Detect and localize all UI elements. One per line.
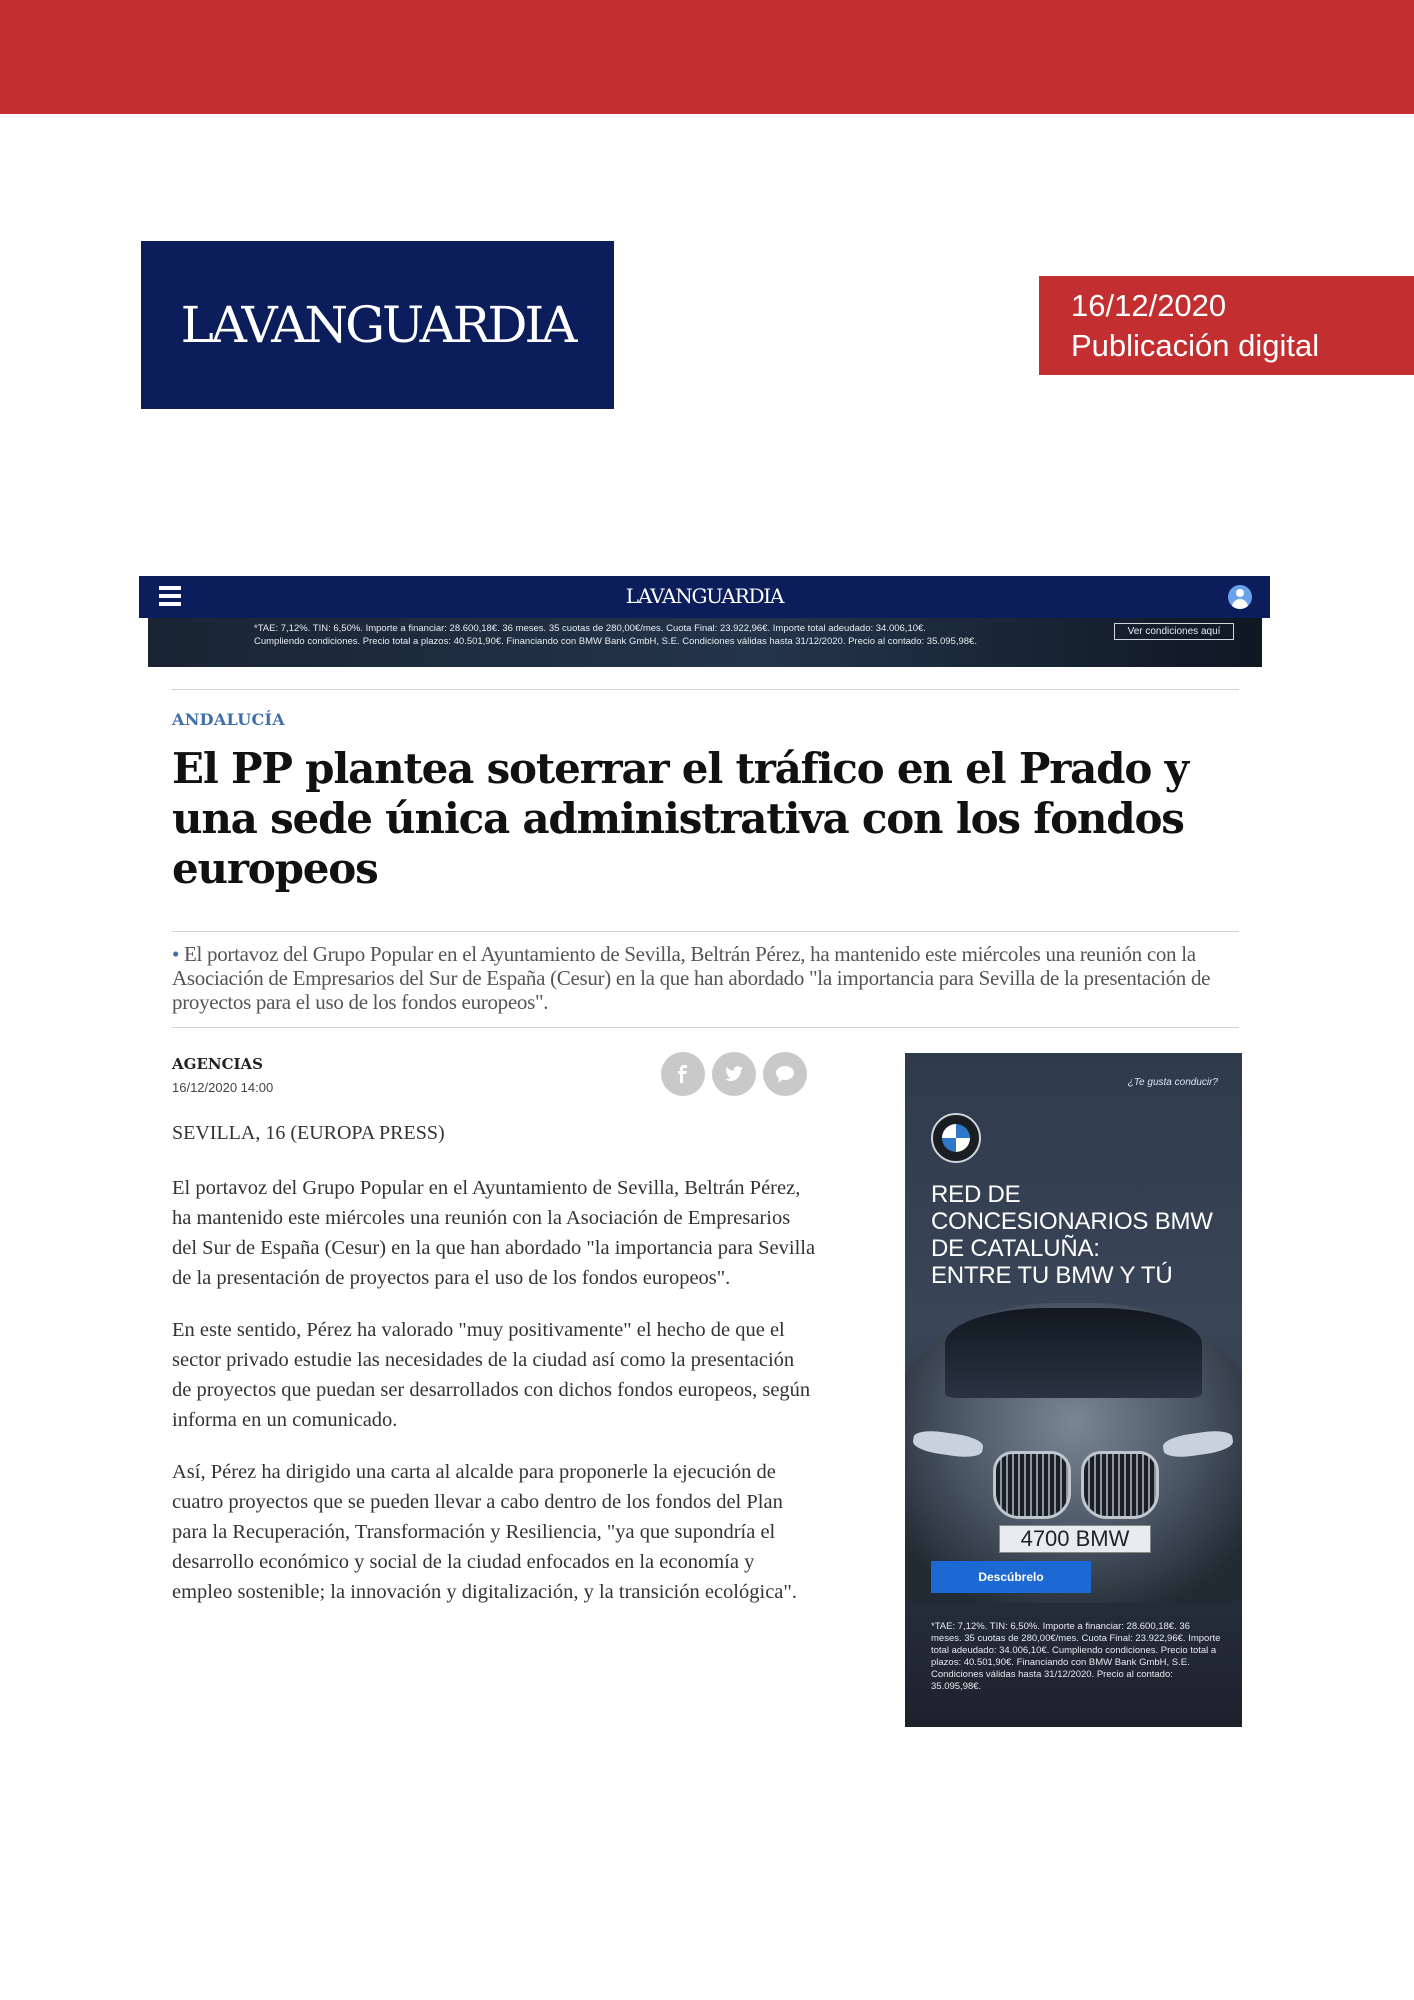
publication-logo <box>141 241 614 409</box>
article-paragraph: En este sentido, Pérez ha valorado "muy positivamente" el hecho de que el sector privado estudie las necesidades de la ciudad así como la presentación de proyectos que puedan ser desarrollados con dichos fondos europeos, según informa en un comunicado. <box>172 1319 811 1431</box>
article-author: AGENCIAS <box>172 1055 264 1073</box>
divider <box>172 1027 1239 1028</box>
clipping-date: 16/12/2020 <box>1071 288 1227 323</box>
article-headline: El PP plantea soterrar el tráfico en el Prado y una sede única administrativa con los fondos europeos <box>172 744 1188 893</box>
user-icon[interactable] <box>1228 585 1252 609</box>
car-license-plate: 4700 BMW <box>999 1525 1151 1553</box>
bmw-ad-headline-line: RED DE <box>931 1181 1021 1208</box>
top-banner-ad[interactable] <box>148 618 1262 667</box>
bullet-icon: • <box>172 942 180 966</box>
clipping-date-box <box>1039 276 1414 375</box>
banner-ad-cta[interactable]: Ver condiciones aquí <box>1114 623 1234 640</box>
bmw-ad-headline-line: CONCESIONARIOS BMW <box>931 1208 1213 1235</box>
bmw-ad-discover-button[interactable]: Descúbrelo <box>931 1561 1091 1593</box>
article-body <box>172 1173 817 1607</box>
website-logo[interactable]: LAVANGUARDIA <box>625 584 784 608</box>
top-red-band <box>0 0 1414 114</box>
article-summary-text: El portavoz del Grupo Popular en el Ayuntamiento de Sevilla, Beltrán Pérez, ha mantenido este miércoles una reunión con la Asociación de Empresarios del Sur de España (Cesur) en la que han abordado "la importancia para Sevilla de la presentación de proyectos para el uso de los fondos europeos". <box>172 942 1211 1014</box>
website-header <box>139 576 1270 618</box>
car-grille <box>1081 1451 1159 1519</box>
bmw-ad-legal-text: *TAE: 7,12%. TIN: 6,50%. Importe a financiar: 28.600,18€. 36 meses. 35 cuotas de 280,00€/mes. Cuota Final: 23.922,96€. Importe total adeudado: 34.006,10€. Cumpliendo condiciones. Precio total a plazos: 40.501,90€. Financiando con BMW Bank GmbH, S.E. Condiciones válidas hasta 31/12/2020. Precio al contado: 35.095,98€. <box>931 1621 1221 1692</box>
bmw-display-ad[interactable] <box>905 1053 1242 1727</box>
article-paragraph: El portavoz del Grupo Popular en el Ayuntamiento de Sevilla, Beltrán Pérez, ha mantenido este miércoles una reunión con la Asociación de Empresarios del Sur de España (Cesur) en la que han abordado "la importancia para Sevilla de la presentación de proyectos para el uso de los fondos europeos". <box>172 1177 816 1289</box>
facebook-icon[interactable] <box>661 1052 705 1096</box>
section-label[interactable]: ANDALUCÍA <box>172 710 285 729</box>
divider <box>172 689 1239 690</box>
divider <box>172 931 1239 932</box>
bmw-ad-tagline: ¿Te gusta conducir? <box>1127 1077 1218 1088</box>
clipping-type: Publicación digital <box>1071 328 1320 363</box>
car-windshield <box>945 1308 1202 1398</box>
article-paragraph: Así, Pérez ha dirigido una carta al alcalde para proponerle la ejecución de cuatro proyectos que se pueden llevar a cabo dentro de los fondos del Plan para la Recuperación, Transformación y Resiliencia, "ya que supondría el desarrollo económico y social de la ciudad enfocados en la economía y empleo sostenible; la innovación y digitalización, y la transición ecológica". <box>172 1461 797 1603</box>
bmw-ad-headline-line: DE CATALUÑA: <box>931 1235 1100 1262</box>
twitter-icon[interactable] <box>712 1052 756 1096</box>
bmw-logo-icon <box>931 1113 981 1163</box>
article-dateline: SEVILLA, 16 (EUROPA PRESS) <box>172 1122 445 1144</box>
publication-logo-text: LAVANGUARDIA <box>180 296 575 354</box>
banner-ad-line-1: *TAE: 7,12%. TIN: 6,50%. Importe a financiar: 28.600,18€. 36 meses. 35 cuotas de 280,00€/mes. Cuota Final: 23.922,96€. Importe total adeudado: 34.006,10€. <box>254 623 926 634</box>
bmw-ad-headline <box>931 1181 1231 1289</box>
article-timestamp: 16/12/2020 14:00 <box>172 1080 274 1095</box>
comment-icon[interactable] <box>763 1052 807 1096</box>
bmw-ad-headline-line: ENTRE TU BMW Y TÚ <box>931 1262 1173 1289</box>
car-grille <box>993 1451 1071 1519</box>
article-summary <box>172 942 1242 1014</box>
banner-ad-line-2: Cumpliendo condiciones. Precio total a plazos: 40.501,90€. Financiando con BMW Bank GmbH, S.E. Condiciones válidas hasta 31/12/2020. Precio al contado: 35.095,98€. <box>254 636 977 647</box>
